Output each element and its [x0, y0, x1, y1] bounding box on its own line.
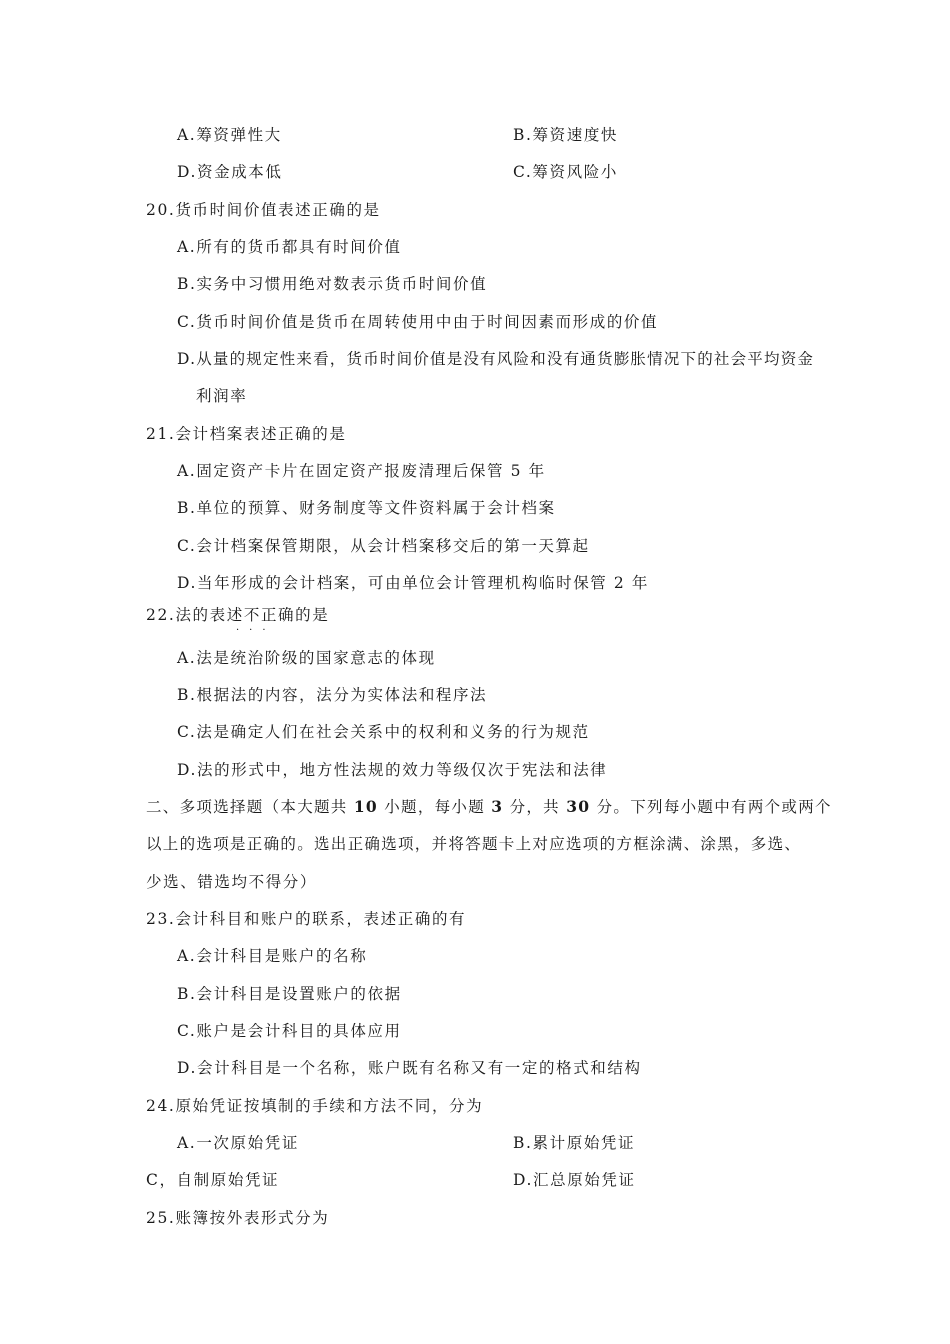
section-2-prefix: 二、多项选择题（本大题共 — [146, 798, 354, 816]
q22-stem: 22.法的表述不正确的是 — [146, 606, 330, 624]
q19-option-c: C.筹资风险小 — [513, 163, 618, 181]
q22-option-a: A.法是统治阶级的国家意志的体现 — [177, 649, 436, 667]
q21-option-b: B.单位的预算、财务制度等文件资料属于会计档案 — [177, 499, 556, 517]
q19-option-d: D.资金成本低 — [177, 163, 283, 181]
q21-option-d: D.当年形成的会计档案，可由单位会计管理机构临时保管 2 年 — [177, 574, 650, 592]
q20-option-d: D.从量的规定性来看，货币时间价值是没有风险和没有通货膨胀情况下的社会平均资金 — [177, 350, 815, 368]
section-2-count: 10 — [353, 797, 378, 816]
q20-option-d-continued: 利润率 — [196, 387, 248, 405]
q20-option-c: C.货币时间价值是货币在周转使用中由于时间因素而形成的价值 — [177, 313, 659, 331]
q20-stem: 20.货币时间价值表述正确的是 — [146, 201, 381, 219]
q20-option-a: A.所有的货币都具有时间价值 — [177, 238, 402, 256]
q23-option-b: B.会计科目是设置账户的依据 — [177, 985, 402, 1003]
q24-option-a: A.一次原始凭证 — [177, 1134, 299, 1152]
section-2-mid2: 分，共 — [503, 798, 567, 816]
q22-option-c: C.法是确定人们在社会关系中的权利和义务的行为规范 — [177, 723, 590, 741]
q23-option-d: D.会计科目是一个名称，账户既有名称又有一定的格式和结构 — [177, 1059, 642, 1077]
section-2-heading — [146, 797, 832, 817]
q21-option-c: C.会计档案保管期限，从会计档案移交后的第一天算起 — [177, 537, 590, 555]
q22-option-b: B.根据法的内容，法分为实体法和程序法 — [177, 686, 488, 704]
q20-option-b: B.实务中习惯用绝对数表示货币时间价值 — [177, 275, 488, 293]
q24-option-d: D.汇总原始凭证 — [513, 1171, 636, 1189]
section-2-instructions-line3: 少选、错选均不得分） — [146, 873, 318, 891]
q21-stem: 21.会计档案表述正确的是 — [146, 425, 347, 443]
q24-option-b: B.累计原始凭证 — [513, 1134, 636, 1152]
q23-stem: 23.会计科目和账户的联系，表述正确的有 — [146, 910, 467, 928]
q21-option-a: A.固定资产卡片在固定资产报废清理后保管 5 年 — [177, 462, 546, 480]
section-2-total: 30 — [566, 797, 591, 816]
section-2-mid1: 小题，每小题 — [378, 798, 492, 816]
q19-option-a: A.筹资弹性大 — [177, 126, 282, 144]
section-2-each: 3 — [491, 797, 504, 816]
q24-option-c: C，自制原始凭证 — [146, 1171, 280, 1189]
q22-option-d: D.法的形式中，地方性法规的效力等级仅次于宪法和法律 — [177, 761, 608, 779]
section-2-instructions-line2: 以上的选项是正确的。选出正确选项，并将答题卡上对应选项的方框涂满、涂黑，多选、 — [146, 835, 802, 853]
q23-option-c: C.账户是会计科目的具体应用 — [177, 1022, 402, 1040]
q23-option-a: A.会计科目是账户的名称 — [177, 947, 368, 965]
emphasis-dots: ··· — [236, 625, 276, 636]
q24-stem: 24.原始凭证按填制的手续和方法不同，分为 — [146, 1097, 484, 1115]
q25-stem: 25.账簿按外表形式分为 — [146, 1209, 330, 1227]
section-2-suffix: 分。下列每小题中有两个或两个 — [590, 798, 832, 816]
q19-option-b: B.筹资速度快 — [513, 126, 619, 144]
